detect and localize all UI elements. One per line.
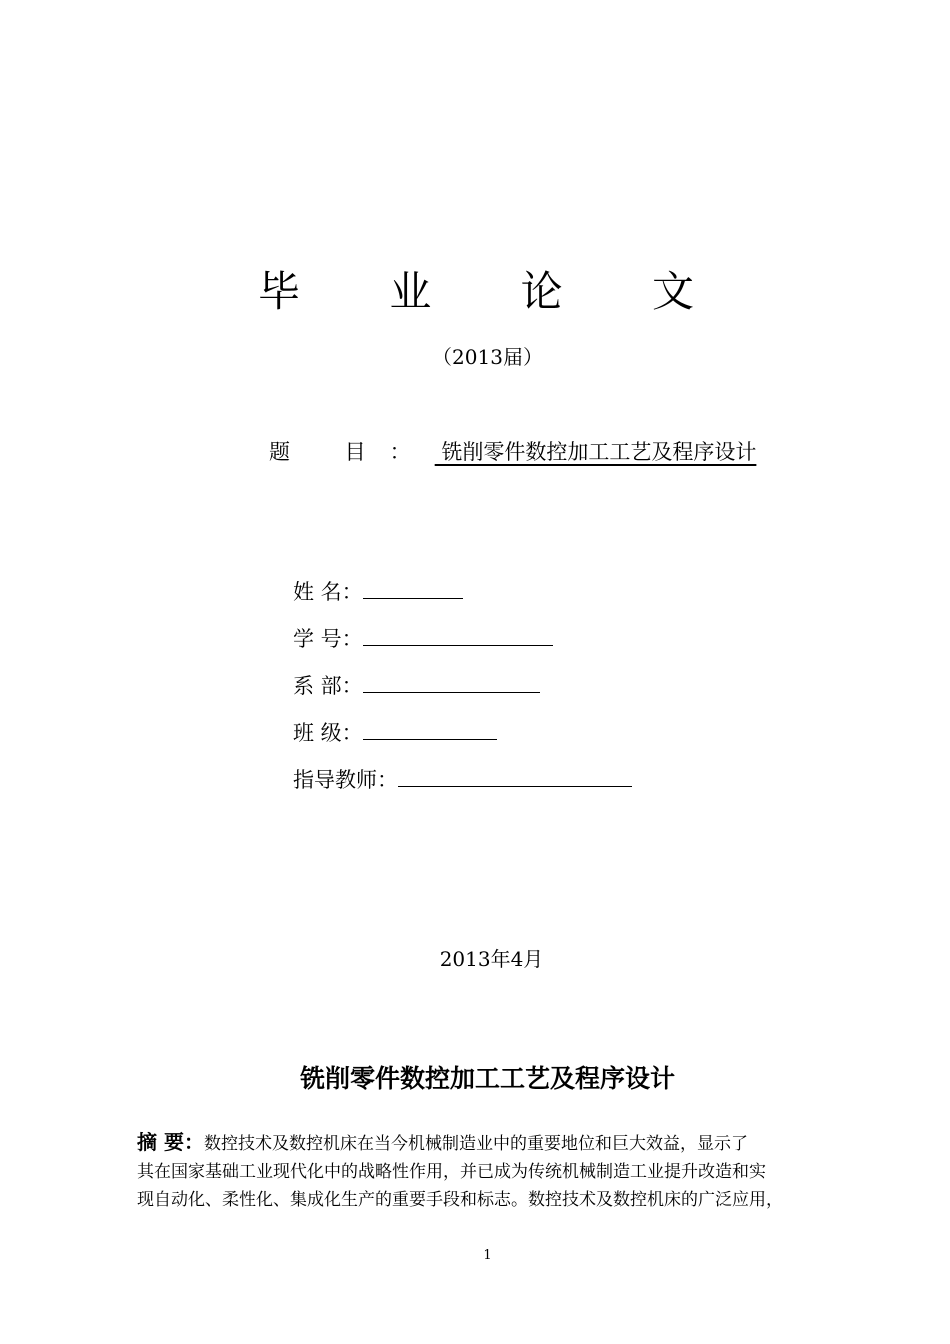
field-department bbox=[293, 672, 540, 700]
field-name bbox=[293, 578, 463, 606]
abstract-line-2: 其在国家基础工业现代化中的战略性作用，并已成为传统机械制造工业提升改造和实 bbox=[137, 1162, 766, 1182]
field-student-id-label: 学 号： bbox=[293, 627, 363, 651]
field-department-blank bbox=[363, 674, 540, 693]
abstract-label: 摘 要： bbox=[137, 1130, 204, 1154]
field-student-id bbox=[293, 625, 553, 653]
field-advisor-label: 指导教师： bbox=[293, 768, 398, 792]
abstract-line-3: 现自动化、柔性化、集成化生产的重要手段和标志。数控技术及数控机床的广泛应用， bbox=[137, 1190, 783, 1210]
topic-value: 铣削零件数控加工工艺及程序设计 bbox=[434, 440, 757, 464]
topic-label: 题 目： bbox=[269, 440, 435, 464]
abstract-text-1: 数控技术及数控机床在当今机械制造业中的重要地位和巨大效益，显示了 bbox=[203, 1134, 748, 1154]
field-advisor bbox=[293, 766, 632, 794]
field-class-blank bbox=[363, 721, 497, 740]
abstract-line-1 bbox=[137, 1128, 837, 1158]
cover-date: 2013年4月 bbox=[439, 947, 544, 971]
field-advisor-blank bbox=[398, 768, 632, 787]
abstract-paragraph bbox=[137, 1128, 837, 1214]
page-number: 1 bbox=[483, 1248, 492, 1263]
field-class-label: 班 级： bbox=[293, 721, 363, 745]
graduation-year: （2013届） bbox=[432, 345, 543, 369]
field-student-id-blank bbox=[363, 627, 553, 646]
topic-row bbox=[269, 438, 756, 466]
field-name-blank bbox=[363, 580, 463, 599]
thesis-title: 毕 业 论 文 bbox=[257, 267, 733, 316]
field-class bbox=[293, 719, 497, 747]
field-department-label: 系 部： bbox=[293, 674, 363, 698]
body-heading: 铣削零件数控加工工艺及程序设计 bbox=[299, 1064, 675, 1093]
field-name-label: 姓 名： bbox=[293, 580, 363, 604]
